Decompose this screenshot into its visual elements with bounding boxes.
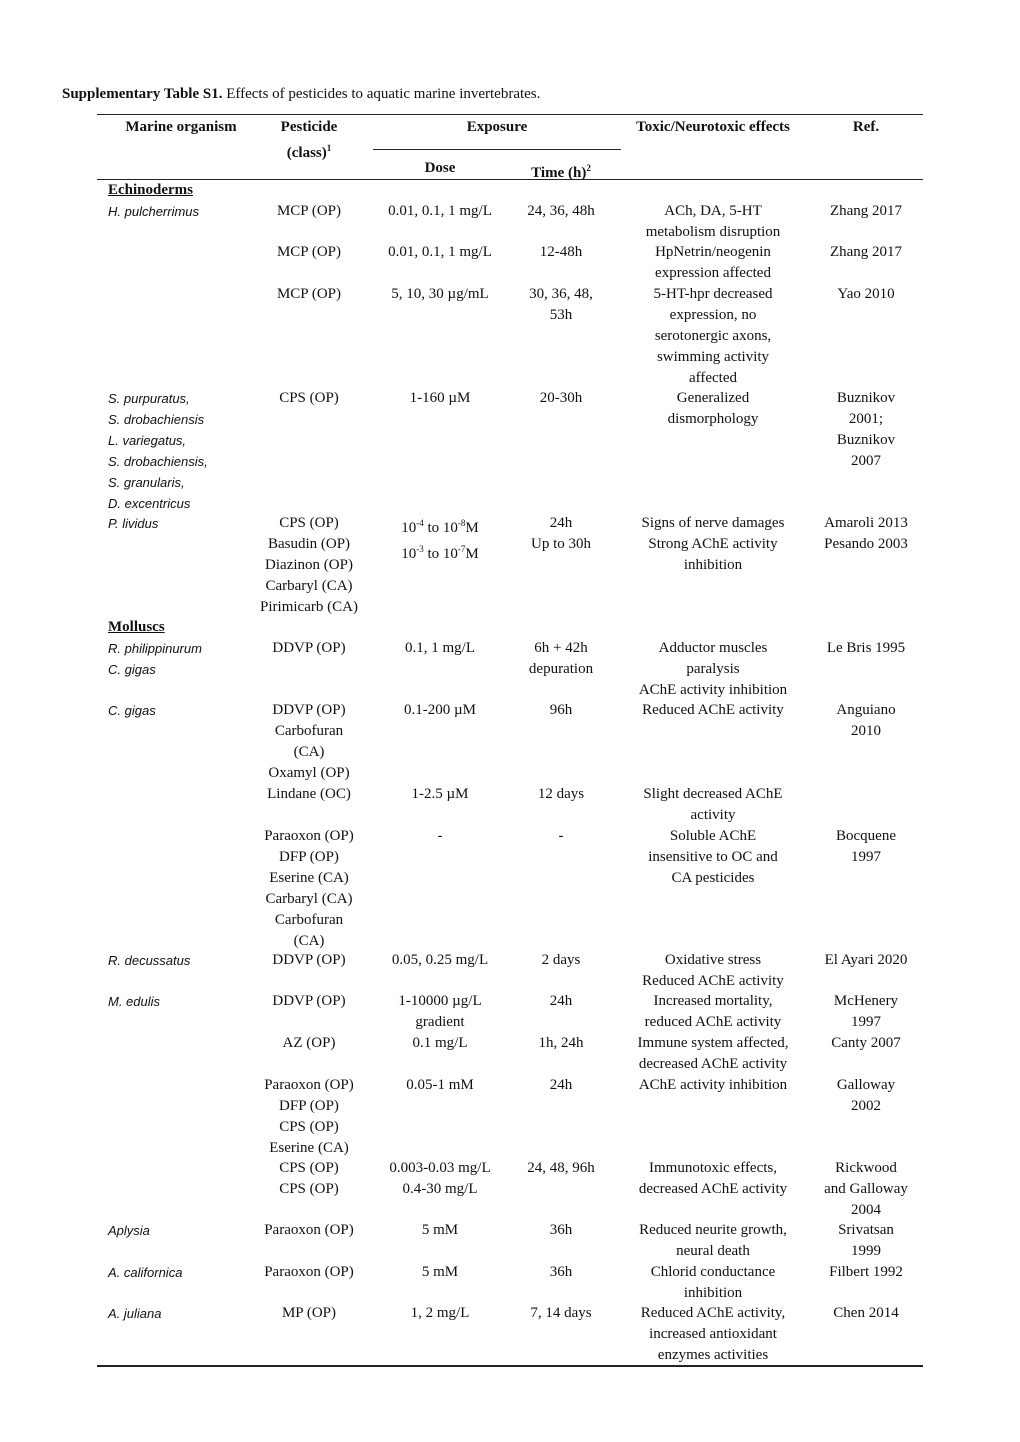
cell-time: 7, 14 days bbox=[530, 1305, 592, 1321]
cell-dose: 5 mM bbox=[421, 1222, 459, 1238]
cell-dose: - bbox=[437, 828, 443, 844]
cell-effects: AChE activity inhibition bbox=[638, 1077, 788, 1093]
cell-organism: M. edulis bbox=[108, 994, 161, 1009]
cell-pesticide: Paraoxon (OP) bbox=[264, 1222, 354, 1238]
cell-pesticide: DDVP (OP) bbox=[272, 993, 346, 1009]
group-heading-molluscs: Molluscs bbox=[108, 619, 165, 635]
header-pesticide-label: Pesticide bbox=[280, 119, 338, 135]
cell-dose: 1-10000 µg/L gradient bbox=[398, 993, 482, 1030]
cell-pesticide: DDVP (OP) Carbofuran (CA) Oxamyl (OP) bbox=[268, 702, 350, 781]
cell-organism: P. lividus bbox=[108, 516, 159, 531]
cell-ref: McHenery 1997 bbox=[833, 993, 899, 1030]
cell-time: 24h bbox=[549, 1077, 573, 1093]
cell-ref: Le Bris 1995 bbox=[826, 640, 906, 656]
dose-exponent: -3 bbox=[416, 544, 424, 554]
cell-time: 6h + 42h depuration bbox=[528, 640, 594, 677]
dose-exponent: -8 bbox=[457, 518, 466, 528]
cell-ref: Chen 2014 bbox=[833, 1305, 899, 1321]
cell-pesticide: CPS (OP) CPS (OP) bbox=[279, 1160, 339, 1197]
cell-time: 24, 36, 48h bbox=[527, 203, 595, 219]
table-top-rule bbox=[97, 114, 923, 115]
cell-dose: 5, 10, 30 µg/mL bbox=[391, 286, 489, 302]
cell-ref: Srivatsan 1999 bbox=[838, 1222, 894, 1259]
cell-effects: Increased mortality, reduced AChE activity bbox=[644, 993, 782, 1030]
cell-ref: Zhang 2017 bbox=[829, 203, 903, 219]
header-dose: Dose bbox=[424, 160, 456, 176]
cell-dose: 0.1 mg/L bbox=[412, 1035, 468, 1051]
header-pesticide-footnote: 1 bbox=[326, 143, 332, 153]
dose-exponent: -4 bbox=[416, 518, 424, 528]
cell-effects: Immunotoxic effects, decreased AChE activity bbox=[638, 1160, 788, 1197]
cell-dose: 0.01, 0.1, 1 mg/L bbox=[388, 203, 492, 219]
header-pesticide bbox=[238, 117, 380, 164]
cell-organism: A. juliana bbox=[108, 1306, 162, 1321]
cell-dose: 0.01, 0.1, 1 mg/L bbox=[388, 244, 492, 260]
cell-pesticide: Paraoxon (OP) DFP (OP) Eserine (CA) Carbaryl (CA) Carbofuran (CA) bbox=[264, 828, 354, 949]
cell-ref: Galloway 2002 bbox=[836, 1077, 896, 1114]
header-pesticide-class: (class) bbox=[286, 145, 327, 161]
exposure-subrule bbox=[373, 149, 621, 150]
header-time bbox=[505, 158, 617, 184]
cell-dose: 1, 2 mg/L bbox=[410, 1305, 470, 1321]
cell-time: 20-30h bbox=[539, 390, 583, 406]
cell-dose: 5 mM bbox=[421, 1264, 459, 1280]
cell-pesticide: AZ (OP) bbox=[282, 1035, 336, 1051]
cell-pesticide: CPS (OP) bbox=[279, 390, 339, 406]
cell-effects: HpNetrin/neogenin expression affected bbox=[655, 244, 771, 281]
cell-effects: ACh, DA, 5-HT metabolism disruption bbox=[645, 203, 781, 240]
group-heading-echinoderms: Echinoderms bbox=[108, 182, 194, 198]
cell-pesticide: Lindane (OC) bbox=[267, 786, 351, 802]
cell-ref: Rickwood and Galloway 2004 bbox=[824, 1160, 908, 1218]
cell-effects: Reduced neurite growth, neural death bbox=[639, 1222, 787, 1259]
cell-dose: 1-2.5 µM bbox=[411, 786, 469, 802]
cell-ref: El Ayari 2020 bbox=[824, 952, 908, 968]
cell-pesticide: DDVP (OP) bbox=[272, 640, 346, 656]
cell-dose: 1-160 µM bbox=[409, 390, 471, 406]
cell-dose: 0.05-1 mM bbox=[406, 1077, 474, 1093]
dose-range-text: to 10 bbox=[423, 520, 458, 536]
cell-time: 1h, 24h bbox=[538, 1035, 584, 1051]
cell-time: 36h bbox=[549, 1264, 573, 1280]
cell-pesticide: CPS (OP) Basudin (OP) Diazinon (OP) Carbaryl (CA) Pirimicarb (CA) bbox=[260, 515, 358, 615]
header-effects: Toxic/Neurotoxic effects bbox=[636, 119, 790, 135]
cell-time: - bbox=[558, 828, 564, 844]
cell-pesticide: Paraoxon (OP) DFP (OP) CPS (OP) Eserine (CA) bbox=[264, 1077, 354, 1156]
caption-text: Effects of pesticides to aquatic marine invertebrates. bbox=[222, 86, 541, 102]
cell-pesticide: DDVP (OP) bbox=[272, 952, 346, 968]
cell-effects: Oxidative stress Reduced AChE activity bbox=[642, 952, 784, 989]
cell-dose: 0.1-200 µM bbox=[404, 702, 476, 718]
cell-dose: 0.05, 0.25 mg/L bbox=[391, 952, 489, 968]
cell-time: 36h bbox=[549, 1222, 573, 1238]
cell-time: 2 days bbox=[541, 952, 581, 968]
cell-ref: Zhang 2017 bbox=[829, 244, 903, 260]
cell-dose: 0.1, 1 mg/L bbox=[405, 640, 475, 656]
cell-ref: Bocquene 1997 bbox=[836, 828, 896, 865]
cell-effects: Adductor muscles paralysis AChE activity inhibition bbox=[638, 640, 788, 698]
cell-ref: Yao 2010 bbox=[837, 286, 895, 302]
cell-effects: Soluble AChE insensitive to OC and CA pesticides bbox=[648, 828, 778, 886]
dose-exponent: -7 bbox=[457, 544, 466, 554]
cell-organism: S. purpuratus, S. drobachiensis L. variegatus, S. drobachiensis, S. granularis, D. excentricus bbox=[108, 391, 208, 511]
cell-pesticide: MCP (OP) bbox=[276, 203, 342, 219]
cell-pesticide: MP (OP) bbox=[281, 1305, 337, 1321]
table-caption bbox=[62, 86, 540, 103]
header-ref: Ref. bbox=[852, 119, 880, 135]
cell-time: 12 days bbox=[537, 786, 585, 802]
cell-pesticide: MCP (OP) bbox=[276, 286, 342, 302]
cell-ref: Anguiano 2010 bbox=[836, 702, 896, 739]
dose-unit: M bbox=[465, 546, 479, 562]
cell-organism: H. pulcherrimus bbox=[108, 204, 200, 219]
dose-base: 10 bbox=[401, 520, 417, 536]
table-bottom-rule bbox=[97, 1365, 923, 1367]
cell-effects: Signs of nerve damages Strong AChE activity inhibition bbox=[641, 515, 785, 573]
cell-time: 24h Up to 30h bbox=[531, 515, 591, 552]
cell-dose: 0.003-0.03 mg/L 0.4-30 mg/L bbox=[389, 1160, 491, 1197]
cell-effects: Chlorid conductance inhibition bbox=[650, 1264, 776, 1301]
cell-effects: Immune system affected, decreased AChE activity bbox=[637, 1035, 789, 1072]
cell-organism: R. philippinurum C. gigas bbox=[108, 641, 202, 677]
dose-base: 10 bbox=[401, 546, 417, 562]
cell-ref: Filbert 1992 bbox=[829, 1264, 903, 1280]
header-time-label: Time (h) bbox=[531, 165, 587, 181]
cell-dose bbox=[376, 513, 504, 565]
cell-time: 12-48h bbox=[539, 244, 583, 260]
caption-label: Supplementary Table S1. bbox=[62, 86, 223, 102]
cell-organism: C. gigas bbox=[108, 703, 156, 718]
dose-unit: M bbox=[465, 520, 479, 536]
cell-effects: Reduced AChE activity, increased antioxidant enzymes activities bbox=[640, 1305, 786, 1363]
cell-time: 24h bbox=[549, 993, 573, 1009]
header-marine-organism: Marine organism bbox=[125, 119, 237, 135]
header-exposure: Exposure bbox=[466, 119, 528, 135]
cell-organism: Aplysia bbox=[108, 1223, 150, 1238]
cell-time: 96h bbox=[549, 702, 573, 718]
cell-effects: Generalized dismorphology bbox=[667, 390, 759, 427]
cell-organism: A. californica bbox=[108, 1265, 183, 1280]
cell-time: 24, 48, 96h bbox=[527, 1160, 595, 1176]
cell-pesticide: MCP (OP) bbox=[276, 244, 342, 260]
cell-time: 30, 36, 48, 53h bbox=[529, 286, 593, 323]
cell-ref: Canty 2007 bbox=[831, 1035, 901, 1051]
cell-pesticide: Paraoxon (OP) bbox=[264, 1264, 354, 1280]
header-time-footnote: 2 bbox=[586, 163, 591, 173]
cell-effects: 5-HT-hpr decreased expression, no serotonergic axons, swimming activity affected bbox=[653, 286, 773, 386]
cell-ref: Buznikov 2001; Buznikov 2007 bbox=[836, 390, 896, 469]
cell-effects: Reduced AChE activity bbox=[642, 702, 784, 718]
dose-range-text: to 10 bbox=[423, 546, 458, 562]
cell-ref: Amaroli 2013 Pesando 2003 bbox=[824, 515, 908, 552]
cell-organism: R. decussatus bbox=[108, 953, 191, 968]
cell-effects: Slight decreased AChE activity bbox=[643, 786, 783, 823]
